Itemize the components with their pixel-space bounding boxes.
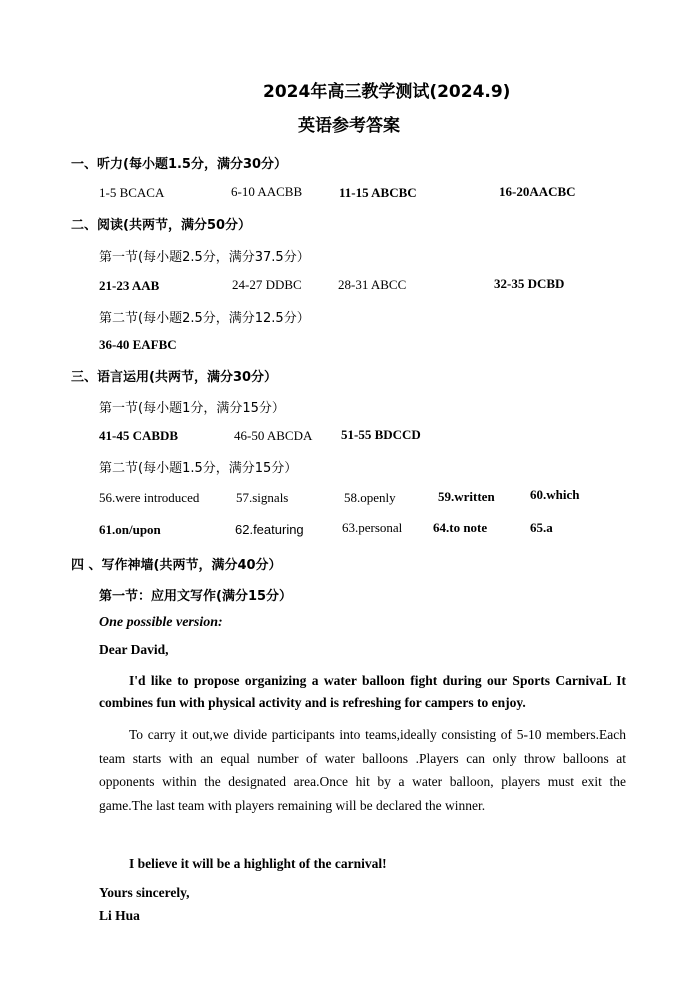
section-heading-reading: 二、阅读(共两节，满分50分）	[71, 218, 252, 233]
fill-answer: 59.written	[438, 489, 495, 504]
fill-answer: 57.signals	[236, 490, 289, 505]
letter-closing: Yours sincerely,	[99, 885, 190, 900]
page-title: 2024年高三教学测试(2024.9)	[263, 82, 511, 102]
fill-answer: 63.personal	[342, 520, 403, 535]
fill-answer: 61.on/upon	[99, 522, 161, 537]
answer-group: 11-15 ABCBC	[339, 185, 417, 200]
answer-group: 41-45 CABDB	[99, 428, 179, 443]
answer-group: 46-50 ABCDA	[234, 428, 313, 443]
part-heading: 第二节(每小题1.5分，满分15分）	[99, 461, 298, 476]
letter-greeting: Dear David,	[99, 642, 169, 657]
part-heading: 第一节：应用文写作(满分15分）	[99, 589, 293, 604]
answer-group: 21-23 AAB	[99, 278, 160, 293]
part-heading: 第二节(每小题2.5分，满分12.5分）	[99, 311, 310, 326]
fill-answer: 62.featuring	[235, 522, 304, 537]
section-heading-listening: 一、听力(每小题1.5分，满分30分）	[71, 157, 288, 172]
answer-group: 1-5 BCACA	[99, 185, 165, 200]
fill-answer: 64.to note	[433, 520, 488, 535]
part-heading: 第一节(每小题2.5分，满分37.5分）	[99, 250, 310, 265]
answer-group: 51-55 BDCCD	[341, 427, 421, 442]
fill-answer: 58.openly	[344, 490, 396, 505]
letter-paragraph-2: To carry it out,we divide participants into teams,ideally consisting of 5-10 members.Each team starts with an equal number of water balloons .Players can only throw balloons at opponents within the designated area.Once hit by a water balloon, players must exit the game.The last team with players remaining will be declared the winner.	[99, 727, 626, 813]
letter-paragraph-1: I'd like to propose organizing a water balloon fight during our Sports CarnivaL It combines fun with physical activity and is refreshing for campers to enjoy.	[99, 673, 626, 710]
part-heading: 第一节(每小题1分，满分15分）	[99, 401, 285, 416]
letter-signature: Li Hua	[99, 908, 140, 923]
section-heading-language-use: 三、语言运用(共两节，满分30分）	[71, 370, 278, 385]
fill-answer: 60.which	[530, 487, 580, 502]
version-label: One possible version:	[99, 615, 223, 630]
answer-group: 28-31 ABCC	[338, 277, 407, 292]
page-subtitle: 英语参考答案	[298, 116, 400, 136]
answer-group: 16-20AACBC	[499, 184, 576, 199]
answer-group: 36-40 EAFBC	[99, 337, 177, 352]
section-heading-writing: 四 、写作神墙(共两节，满分40分）	[71, 558, 282, 573]
answer-group: 32-35 DCBD	[494, 276, 565, 291]
answer-group: 24-27 DDBC	[232, 277, 302, 292]
letter-paragraph-3: I believe it will be a highlight of the carnival!	[129, 856, 387, 871]
answer-group: 6-10 AACBB	[231, 184, 303, 199]
fill-answer: 65.a	[530, 520, 553, 535]
fill-answer: 56.were introduced	[99, 490, 200, 505]
